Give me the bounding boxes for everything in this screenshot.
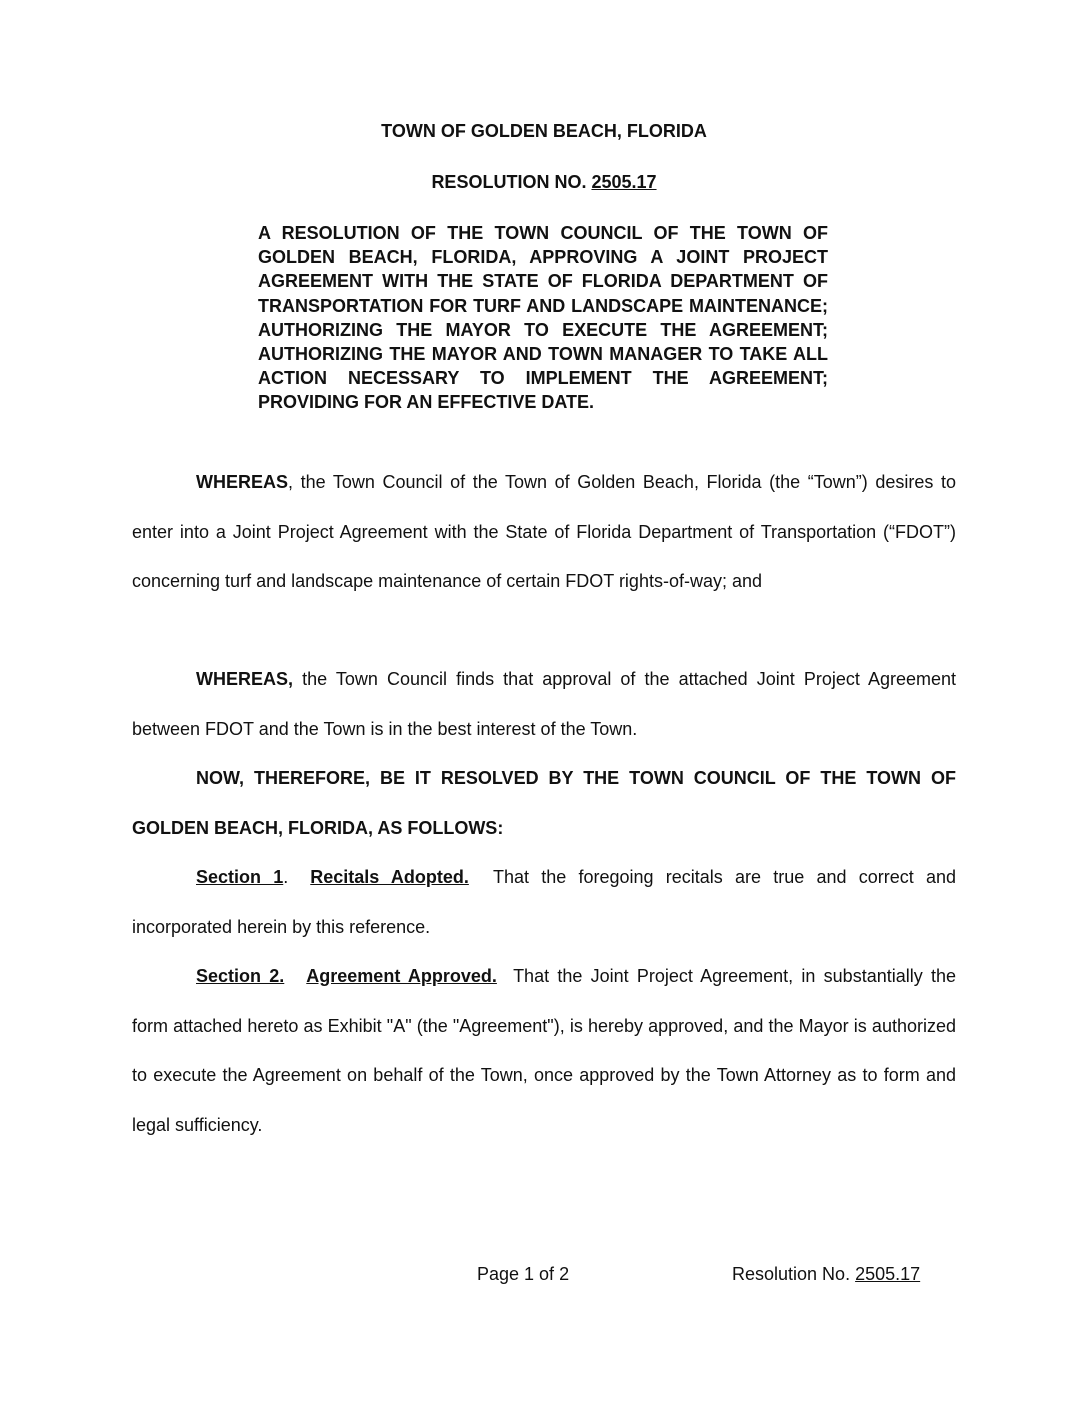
section-number: Section 2. [196,966,285,986]
resolved-text: NOW, THEREFORE, BE IT RESOLVED BY THE TOWN COUNCIL OF THE TOWN OF GOLDEN BEACH, FLORIDA, AS FOLLOWS: [132,768,956,838]
town-title: TOWN OF GOLDEN BEACH, FLORIDA [381,121,707,141]
recital-text: , the Town Council of the Town of Golden Beach, Florida (the “Town”) desires to enter into a Joint Project Agreement with the State of Florida Department of Transportation (“FDOT”) concerning turf and landscape maintenance of certain FDOT rights-of-way; and [132,472,956,592]
resolution-caption: A RESOLUTION OF THE TOWN COUNCIL OF THE TOWN OF GOLDEN BEACH, FLORIDA, APPROVING A JOINT PROJECT AGREEMENT WITH THE STATE OF FLORIDA DEPARTMENT OF TRANSPORTATION FOR TURF AND LANDSCAPE MAINTENANCE; AUTHORIZING THE MAYOR TO EXECUTE THE AGREEMENT; AUTHORIZING THE MAYOR AND TOWN MANAGER TO TAKE ALL ACTION NECESSARY TO IMPLEMENT THE AGREEMENT; PROVIDING FOR AN EFFECTIVE DATE. [258,223,828,413]
footer-resolution-number: 2505.17 [855,1264,921,1284]
section-heading: Agreement Approved. [306,966,497,986]
resolution-label: RESOLUTION NO. [431,172,587,192]
recital-text: the Town Council finds that approval of the attached Joint Project Agreement between FDOT and the Town is in the best interest of the Town. [132,669,956,739]
recital-paragraph-2 [132,655,956,754]
section-2 [132,952,956,1150]
section-text: That the foregoing recitals are true and correct and incorporated herein by this reference. [132,867,956,937]
resolution-number: 2505.17 [591,172,657,192]
section-1 [132,853,956,952]
footer-resolution [732,1264,920,1285]
page-number: Page 1 of 2 [477,1264,570,1284]
section-text: That the Joint Project Agreement, in substantially the form attached hereto as Exhibit "A" (the "Agreement"), is hereby approved, and the Mayor is authorized to execute the Agreement on behalf of the Town, once approved by the Town Attorney as to form and legal sufficiency. [132,966,956,1135]
recital-paragraph-1 [132,458,956,607]
section-number-punct: . [283,867,289,887]
section-heading: Recitals Adopted. [310,867,469,887]
resolved-clause [132,754,956,853]
footer-resolution-label: Resolution No. [732,1264,851,1284]
whereas-lead: WHEREAS [196,472,289,492]
whereas-lead: WHEREAS, [196,669,294,689]
section-number: Section 1 [196,867,284,887]
resolution-heading [0,172,1088,193]
